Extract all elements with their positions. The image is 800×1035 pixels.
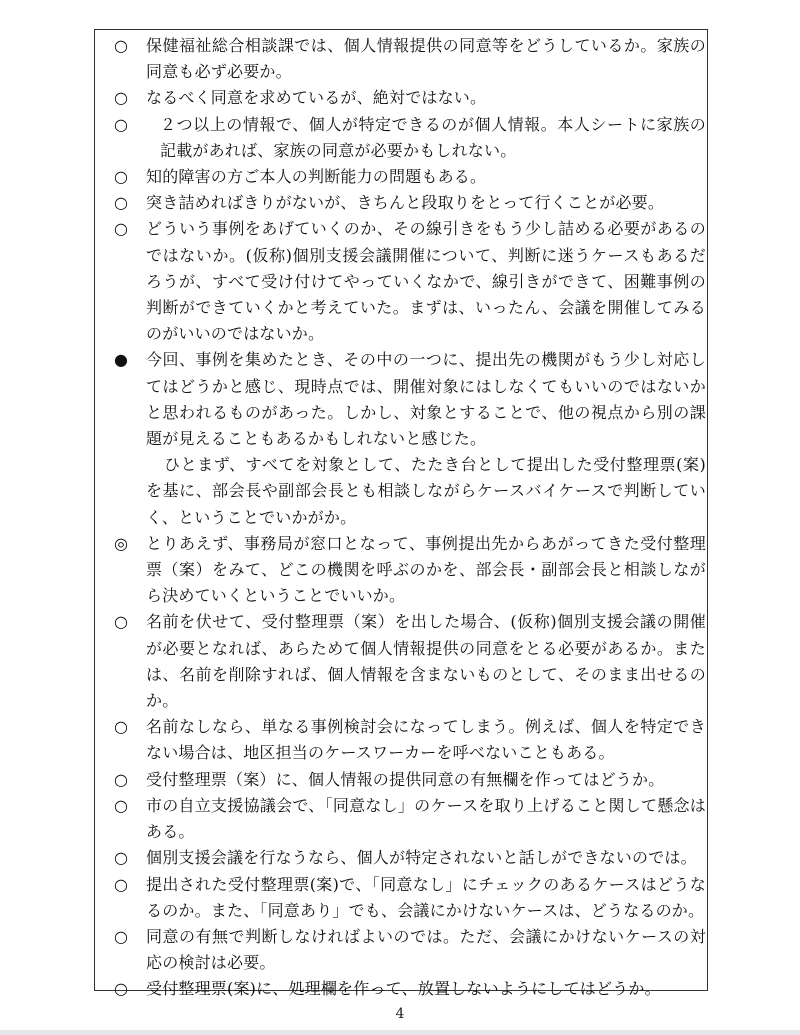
item-text: 同意の有無で判断しなければよいのでは。ただ、会議にかけないケースの対応の検討は必要。 <box>146 926 706 973</box>
bullet-mark: ○ <box>114 848 129 868</box>
bullet-mark: ○ <box>114 167 129 187</box>
item-text: 受付整理票（案）に、個人情報の提供同意の有無欄を作ってはどうか。 <box>146 769 665 789</box>
item-text: 受付整理票(案)に、処理欄を作って、放置しないようにしてはどうか。 <box>146 979 661 999</box>
item-text: とりあえず、事務局が窓口となって、事例提出先からあがってきた受付整理票（案）をみて、どこの機関を呼ぶのかを、部会長・副部会長と相談しながら決めていくということでいいか。 <box>146 533 706 606</box>
list-item <box>114 33 706 85</box>
bullet-mark: ○ <box>114 114 129 134</box>
list-item <box>114 216 706 347</box>
bullet-mark: ● <box>114 350 129 370</box>
item-text: どういう事例をあげていくのか、その線引きをもう少し詰める必要があるのではないか。(仮称)個別支援会議開催について、判断に迷うケースもあるだろうが、すべて受け付けてやっていくなかで、線引きができて、困難事例の判断ができていくかと考えていた。まずは、いったん、会議を開催してみるのがいいのではないか。 <box>146 219 706 344</box>
item-text: 名前を伏せて、受付整理票（案）を出した場合、(仮称)個別支援会議の開催が必要となれば、あらためて個人情報提供の同意をとる必要があるか。または、名前を削除すれば、個人情報を含まないものとして、そのまま出せるのか。 <box>146 612 706 711</box>
list-item <box>114 845 706 871</box>
continuation-paragraph: ひとまず、すべてを対象として、たたき台として提出した受付整理票(案)を基に、部会長や副部会長とも相談しながらケースバイケースで判断していく、ということでいかがか。 <box>146 455 706 527</box>
item-text: なるべく同意を求めているが、絶対ではない。 <box>146 88 487 108</box>
list-item <box>114 793 706 845</box>
item-text: 保健福祉総合相談課では、個人情報提供の同意等をどうしているか。家族の同意も必ず必要か。 <box>146 36 706 82</box>
item-text: 今回、事例を集めたとき、その中の一つに、提出先の機関がもう少し対応してはどうかと感じ、現時点では、開催対象にはしなくてもいいのではないかと思われるものがあった。しかし、対象とすることで、他の視点から別の課題が見えることもあるかもしれないと感じた。 <box>146 350 706 449</box>
list-item <box>114 872 706 924</box>
list-item <box>114 347 706 452</box>
item-text: 名前なしなら、単なる事例検討会になってしまう。例えば、個人を特定できない場合は、地区担当のケースワーカーを呼べないこともある。 <box>146 717 706 763</box>
item-text: 知的障害の方ご本人の判断能力の問題もある。 <box>146 167 487 187</box>
list-item <box>114 164 706 190</box>
bullet-mark: ○ <box>114 926 129 946</box>
list-item <box>114 714 706 766</box>
minutes-body <box>114 33 706 1003</box>
list-item <box>114 976 706 1002</box>
bullet-mark: ○ <box>114 717 129 737</box>
list-item <box>114 85 706 111</box>
bullet-mark: ◎ <box>114 533 129 553</box>
bullet-mark: ○ <box>114 769 129 789</box>
list-item <box>114 112 706 164</box>
page-number: 4 <box>395 1006 405 1022</box>
bullet-mark: ○ <box>114 219 129 239</box>
item-text: 提出された受付整理票(案)で、「同意なし」にチェックのあるケースはどうなるのか。また、「同意あり」でも、会議にかけないケースは、どうなるのか。 <box>146 874 706 920</box>
bullet-mark: ○ <box>114 36 129 55</box>
viewer-bottom-edge <box>0 1030 800 1035</box>
list-item <box>114 531 706 610</box>
item-text: 突き詰めればきりがないが、きちんと段取りをとって行くことが必要。 <box>146 193 665 213</box>
list-item <box>114 924 706 976</box>
item-text: 個別支援会議を行なうなら、個人が特定されないと話しができないのでは。 <box>146 848 697 868</box>
bullet-mark: ○ <box>114 874 129 894</box>
item-text: 市の自立支援協議会で、「同意なし」のケースを取り上げること関して懸念はある。 <box>146 795 706 842</box>
bullet-mark: ○ <box>114 612 129 632</box>
list-item <box>114 767 706 793</box>
bullet-mark: ○ <box>114 193 129 213</box>
bullet-mark: ○ <box>114 88 129 108</box>
bullet-mark: ○ <box>114 795 129 815</box>
list-item <box>114 609 706 714</box>
list-item <box>114 190 706 216</box>
bullet-mark: ○ <box>114 979 129 999</box>
item-text: ２つ以上の情報で、個人が特定できるのが個人情報。本人シートに家族の記載があれば、家族の同意が必要かもしれない。 <box>160 114 706 160</box>
